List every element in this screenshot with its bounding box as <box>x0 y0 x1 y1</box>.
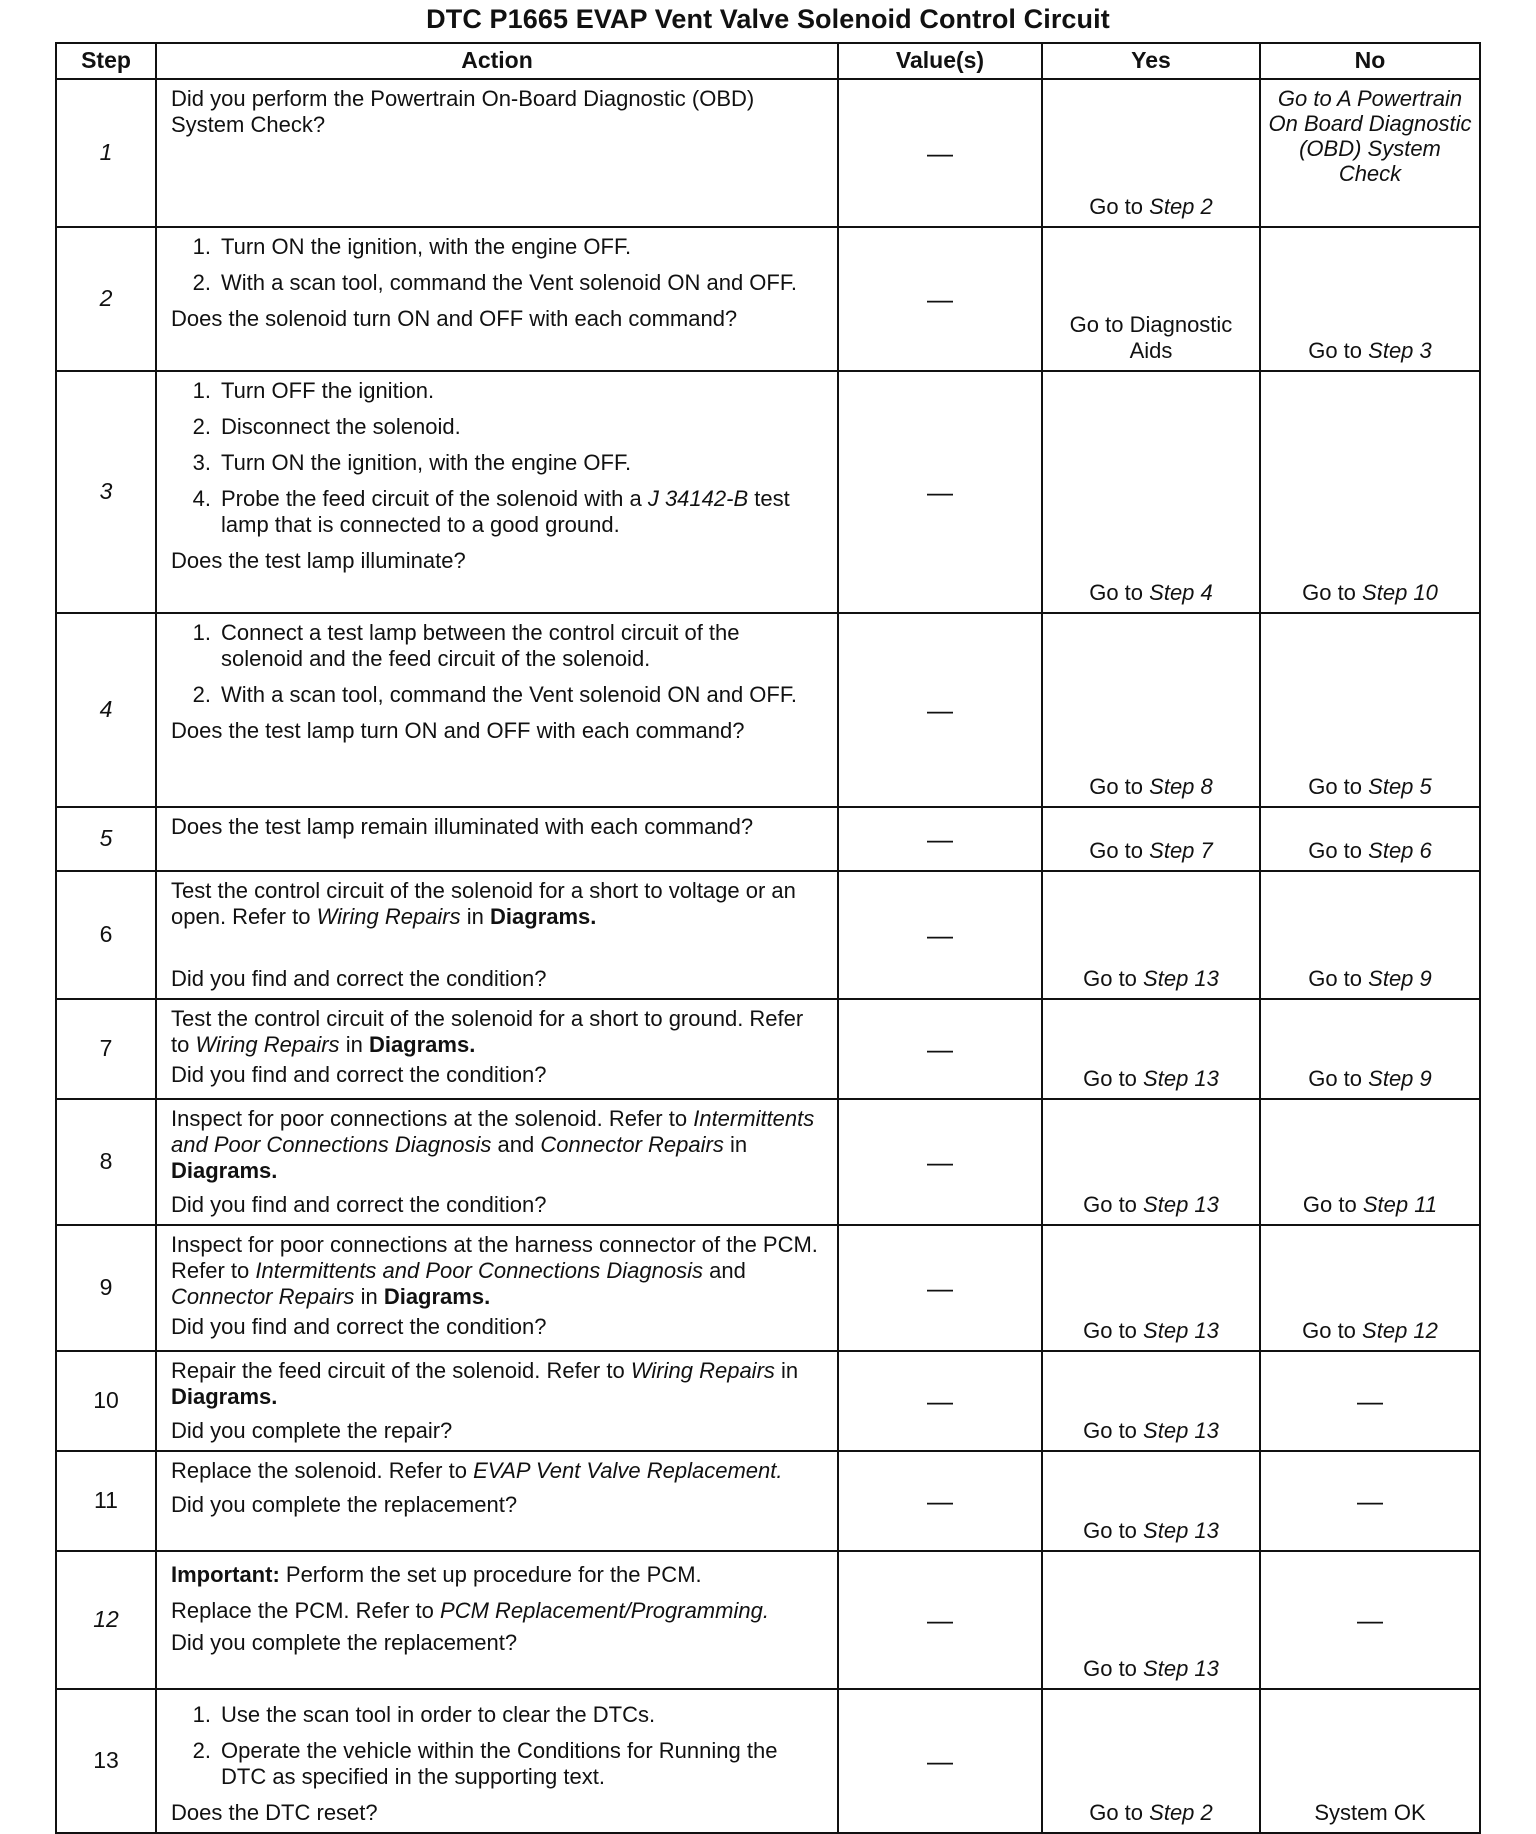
yes-cell <box>1042 371 1260 613</box>
yes-cell <box>1042 1351 1260 1451</box>
action-text: Test the control circuit of the solenoid for a short to ground. Refer to Wiring Repairs in Diagrams. <box>171 1006 804 1057</box>
header-yes: Yes <box>1042 43 1260 79</box>
action-question: Did you complete the repair? <box>171 1417 453 1443</box>
action-text: Replace the PCM. Refer to PCM Replacement/Programming. <box>171 1597 769 1623</box>
action-question: Does the test lamp illuminate? <box>171 547 466 573</box>
yes-cell <box>1042 999 1260 1099</box>
step-link[interactable]: Step 3 <box>1368 338 1432 364</box>
goto-prefix: Go to <box>1083 1192 1137 1218</box>
yes-cell <box>1042 1451 1260 1551</box>
action-question: Did you find and correct the condition? <box>171 965 547 991</box>
value-cell: — <box>838 999 1042 1099</box>
list-item: 1. Use the scan tool in order to clear the DTCs. <box>192 1702 656 1727</box>
list-item: 2. Disconnect the solenoid. <box>192 413 461 439</box>
action-cell <box>156 1451 838 1551</box>
action-cell <box>156 1225 838 1351</box>
value-cell: — <box>838 871 1042 999</box>
step-link[interactable]: Step 7 <box>1149 838 1213 864</box>
important-note: Important: Perform the set up procedure for the PCM. <box>171 1562 702 1587</box>
table-row <box>56 1451 1480 1551</box>
goto-prefix: Go to <box>1089 194 1144 220</box>
action-cell <box>156 871 838 999</box>
goto-prefix: Go to <box>1308 1066 1363 1092</box>
goto-prefix: Go to <box>1302 580 1356 606</box>
no-cell <box>1260 1099 1480 1225</box>
table-row <box>56 1551 1480 1689</box>
reference-link[interactable]: Connector Repairs <box>171 1283 355 1309</box>
table-row <box>56 1689 1480 1833</box>
action-cell <box>156 1551 838 1689</box>
action-cell <box>156 1351 838 1451</box>
action-cell <box>156 227 838 371</box>
header-action: Action <box>156 43 838 79</box>
step-number: 12 <box>56 1551 156 1689</box>
list-item: 2. With a scan tool, command the Vent solenoid ON and OFF. <box>192 269 797 295</box>
goto-prefix: Go to <box>1089 774 1144 800</box>
action-text: Inspect for poor connections at the solenoid. Refer to Intermittents and Poor Connections Diagnosis and Connector Repairs in Diagrams. <box>171 1106 815 1183</box>
value-cell: — <box>838 79 1042 227</box>
action-cell <box>156 79 838 227</box>
no-cell: — <box>1260 1451 1480 1551</box>
diagnostic-table <box>55 42 1481 1834</box>
step-link[interactable]: Step 13 <box>1143 1066 1219 1092</box>
step-link[interactable]: Step 13 <box>1143 1518 1219 1544</box>
no-cell: System OK <box>1260 1689 1480 1833</box>
step-link[interactable]: Step 13 <box>1143 1656 1219 1682</box>
step-link[interactable]: Step 6 <box>1368 838 1432 864</box>
no-cell <box>1260 1225 1480 1351</box>
no-cell <box>1260 871 1480 999</box>
reference-link[interactable]: Wiring Repairs <box>195 1031 340 1057</box>
step-link[interactable]: Step 9 <box>1368 1066 1432 1092</box>
table-row <box>56 1225 1480 1351</box>
action-text: Replace the solenoid. Refer to EVAP Vent Valve Replacement. <box>171 1458 783 1483</box>
reference-link[interactable]: Diagrams. <box>171 1157 278 1183</box>
yes-cell <box>1042 613 1260 807</box>
action-question: Does the solenoid turn ON and OFF with each command? <box>171 305 738 331</box>
table-row <box>56 999 1480 1099</box>
reference-link[interactable]: Diagrams. <box>383 1283 491 1309</box>
goto-prefix: Go to <box>1083 1656 1137 1682</box>
value-cell: — <box>838 371 1042 613</box>
action-question: Did you find and correct the condition? <box>171 1061 547 1087</box>
goto-prefix: Go to <box>1089 838 1144 864</box>
value-cell: — <box>838 1225 1042 1351</box>
value-cell: — <box>838 1551 1042 1689</box>
goto-prefix: Go to <box>1308 838 1363 864</box>
value-cell: — <box>838 1351 1042 1451</box>
step-link[interactable]: Step 13 <box>1143 1192 1219 1218</box>
no-cell <box>1260 999 1480 1099</box>
action-question: Did you complete the replacement? <box>171 1629 518 1655</box>
step-link[interactable]: Step 8 <box>1149 774 1213 800</box>
goto-prefix: Go to <box>1083 1518 1137 1544</box>
no-cell: — <box>1260 1551 1480 1689</box>
action-cell <box>156 807 838 871</box>
goto-prefix: Go to <box>1302 1192 1357 1218</box>
value-cell: — <box>838 1451 1042 1551</box>
step-number: 11 <box>56 1451 156 1551</box>
step-link[interactable]: Step 4 <box>1149 580 1213 606</box>
value-cell: — <box>838 807 1042 871</box>
action-question: Does the test lamp turn ON and OFF with each command? <box>171 717 745 743</box>
step-number: 9 <box>56 1225 156 1351</box>
step-link[interactable]: Step 13 <box>1143 1418 1219 1444</box>
action-cell <box>156 999 838 1099</box>
goto-prefix: Go to <box>1083 1066 1137 1092</box>
table-header-row <box>56 43 1480 79</box>
header-no: No <box>1260 43 1480 79</box>
goto-prefix: Go to <box>1302 1318 1356 1344</box>
header-step: Step <box>56 43 156 79</box>
action-question: Did you complete the replacement? <box>171 1491 518 1517</box>
table-row <box>56 613 1480 807</box>
yes-cell <box>1042 79 1260 227</box>
action-cell <box>156 1099 838 1225</box>
reference-link[interactable]: Diagrams. <box>490 903 597 929</box>
no-cell <box>1260 371 1480 613</box>
no-cell <box>1260 613 1480 807</box>
reference-link[interactable]: EVAP Vent Valve Replacement. <box>473 1458 783 1483</box>
step-link[interactable]: Step 11 <box>1362 1192 1438 1218</box>
table-row <box>56 807 1480 871</box>
value-cell: — <box>838 613 1042 807</box>
no-cell: — <box>1260 1351 1480 1451</box>
step-number: 3 <box>56 371 156 613</box>
reference-link[interactable]: Intermittents and Poor Connections Diagnosis <box>255 1257 703 1283</box>
no-cell[interactable]: Go to A Powertrain On Board Diagnostic (OBD) System Check <box>1260 79 1480 227</box>
yes-cell <box>1042 1225 1260 1351</box>
action-question: Did you perform the Powertrain On-Board Diagnostic (OBD) System Check? <box>171 86 755 137</box>
list-item: 1. Turn ON the ignition, with the engine OFF. <box>192 234 632 259</box>
goto-prefix: Go to <box>1308 966 1363 992</box>
list-item: 2. Operate the vehicle within the Conditions for Running the DTC as specified in the supporting text. <box>192 1737 778 1789</box>
yes-cell[interactable]: Go to Diagnostic Aids <box>1042 227 1260 371</box>
yes-cell <box>1042 871 1260 999</box>
step-number: 5 <box>56 807 156 871</box>
step-number: 13 <box>56 1689 156 1833</box>
action-cell <box>156 1689 838 1833</box>
table-row <box>56 1099 1480 1225</box>
reference-link[interactable]: PCM Replacement/Programming. <box>440 1597 769 1623</box>
goto-prefix: Go to <box>1089 580 1144 606</box>
step-link[interactable]: Step 13 <box>1143 966 1219 992</box>
no-cell <box>1260 227 1480 371</box>
goto-prefix: Go to <box>1308 774 1363 800</box>
yes-cell <box>1042 1689 1260 1833</box>
goto-prefix: Go to <box>1083 1418 1137 1444</box>
step-number: 4 <box>56 613 156 807</box>
table-row <box>56 871 1480 999</box>
list-item: 2. With a scan tool, command the Vent solenoid ON and OFF. <box>192 681 797 707</box>
action-question: Did you find and correct the condition? <box>171 1191 547 1217</box>
page-title: DTC P1665 EVAP Vent Valve Solenoid Control Circuit <box>426 4 1110 34</box>
table-row <box>56 79 1480 227</box>
goto-prefix: Go to <box>1308 338 1363 364</box>
list-item: 4. Probe the feed circuit of the solenoid with a J 34142-B test lamp that is connected to a good ground. <box>192 485 790 537</box>
goto-prefix: Go to <box>1083 966 1137 992</box>
value-cell: — <box>838 1099 1042 1225</box>
step-link[interactable]: Step 10 <box>1362 580 1438 606</box>
action-text: Repair the feed circuit of the solenoid. Refer to Wiring Repairs in Diagrams. <box>171 1358 799 1409</box>
goto-prefix: Go to <box>1083 1318 1137 1344</box>
reference-link[interactable]: Diagrams. <box>368 1031 476 1057</box>
action-text: Inspect for poor connections at the harness connector of the PCM. Refer to Intermittents and Poor Connections Diagnosis and Connector Repairs in Diagrams. <box>171 1232 818 1309</box>
reference-link[interactable]: Wiring Repairs <box>316 903 461 929</box>
action-question: Does the DTC reset? <box>171 1799 378 1825</box>
list-item: 3. Turn ON the ignition, with the engine OFF. <box>192 449 632 475</box>
yes-cell <box>1042 1099 1260 1225</box>
step-link[interactable]: Step 2 <box>1149 1800 1213 1826</box>
no-cell <box>1260 807 1480 871</box>
step-link[interactable]: Step 5 <box>1368 774 1432 800</box>
step-link[interactable]: Step 2 <box>1149 194 1213 220</box>
step-number: 8 <box>56 1099 156 1225</box>
reference-link[interactable]: Diagrams. <box>171 1383 278 1409</box>
step-link[interactable]: Step 12 <box>1362 1318 1438 1344</box>
yes-cell <box>1042 807 1260 871</box>
step-link[interactable]: Step 13 <box>1143 1318 1219 1344</box>
action-text: Test the control circuit of the solenoid for a short to voltage or an open. Refer to Wiring Repairs in Diagrams. <box>171 878 796 929</box>
step-number: 2 <box>56 227 156 371</box>
step-number: 1 <box>56 79 156 227</box>
reference-link[interactable]: Wiring Repairs <box>630 1358 775 1383</box>
table-row <box>56 1351 1480 1451</box>
yes-cell <box>1042 1551 1260 1689</box>
tool-reference: J 34142-B <box>647 485 749 511</box>
table-row <box>56 227 1480 371</box>
action-question: Does the test lamp remain illuminated with each command? <box>171 814 754 839</box>
goto-prefix: Go to <box>1089 1800 1144 1826</box>
list-item: 1. Turn OFF the ignition. <box>192 378 435 403</box>
step-number: 6 <box>56 871 156 999</box>
reference-link[interactable]: Intermittents and Poor Connections Diagnosis <box>171 1106 815 1157</box>
action-cell <box>156 613 838 807</box>
header-values: Value(s) <box>838 43 1042 79</box>
list-item: 1. Connect a test lamp between the control circuit of the solenoid and the feed circuit of the solenoid. <box>192 620 740 671</box>
value-cell: — <box>838 1689 1042 1833</box>
reference-link[interactable]: Connector Repairs <box>540 1131 724 1157</box>
value-cell: — <box>838 227 1042 371</box>
step-number: 7 <box>56 999 156 1099</box>
step-number: 10 <box>56 1351 156 1451</box>
step-link[interactable]: Step 9 <box>1368 966 1432 992</box>
action-question: Did you find and correct the condition? <box>171 1313 547 1339</box>
table-row <box>56 371 1480 613</box>
action-cell <box>156 371 838 613</box>
